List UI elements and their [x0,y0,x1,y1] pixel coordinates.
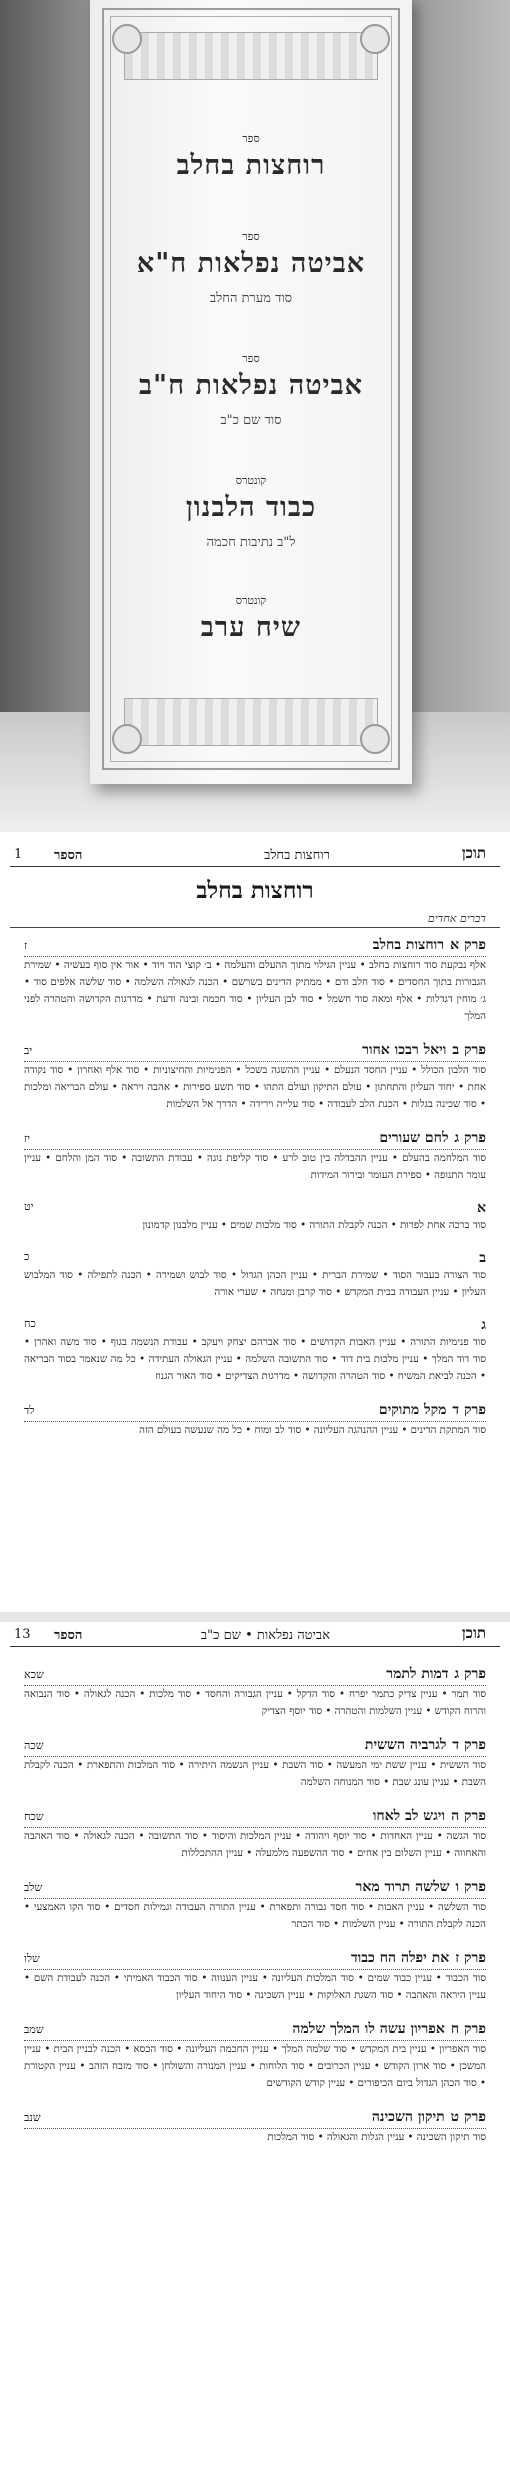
chapter-heading [24,1127,486,1150]
entry-page-number: שכא [24,1668,44,1681]
chapter-name: ויאל רבכו אחור [362,1042,447,1058]
entry-summary: סוד המלחמה בהעלם • עניין ההבדלה בין טוב לרע • סוד קליפת נוגה • עבודת התשובה • סוד המן והלחם • עניין עומר התנופה • ספירת העומר ובירור המידות [24,1153,486,1181]
cover-label: קונטרס [235,474,267,487]
chapter-heading [24,1663,486,1686]
toc-entry [24,1874,486,1945]
entry-summary: סוד המתקת הדינים • עניין ההנהגה העליונה • סוד לב ומוח • כל מה שנעשה בעולם הזה [139,1425,486,1436]
chapter-name: תיקון השכינה [371,2109,445,2125]
chapter-heading [24,1876,486,1899]
header-book-title: רוחצות בחלב [264,848,330,863]
chapter-number: פרק ד [452,1737,486,1753]
entry-page-number: שכח [24,1810,44,1823]
subsection-heading [24,1250,486,1267]
cover-label: קונטרס [235,594,267,607]
toc-entry [24,1125,486,1196]
corner-ornament-icon [112,724,142,754]
chapter-name: ג [481,1317,486,1333]
entry-page-number: לד [24,1404,35,1417]
cover-label: ספר [242,352,260,365]
chapter-number: פרק ג [454,1130,486,1146]
toc-page-2 [10,1622,500,2462]
cover-title: אביטה נפלאות ח"ב [139,370,363,401]
toc-entries [10,932,500,1451]
entry-summary: סוד האפריון • עניין בית המקדש • סוד שלמה המלך • עניין החכמה העליונה • סוד הכסא • הכנה לבניין הבית • עניין המשכן • סוד ארון הקודש • עניין הכרובים • סוד הלוחות • עניין המנורה והשולחן • סוד מזבח הזהב • עניין הקטורת • סוד הכהן הגדול ביום הכיפורים • עניין קודש הקודשים [24,2044,486,2089]
toc-entry [24,1196,486,1246]
header-toc-label: תוכן [461,844,486,862]
entry-page-number: שלב [24,1881,43,1894]
entry-page-number: שמב [24,2023,44,2036]
chapter-number: פרק ט [450,2109,486,2125]
chapter-heading [24,1399,486,1422]
entry-summary: סוד הצורה בעבור הסוד • שמירת הברית • עניין הכהן הגדול • סוד לבוש ושמירה • הכנה לתפילה • סוד המלבוש העליון • עניין העבודה בבית המקדש • סוד קרבן ומנחה • שערי אורה [24,1270,486,1298]
chapter-name: מקל מתוקים [378,1402,447,1418]
corner-ornament-icon [360,24,390,54]
entry-page-number: יט [24,1200,34,1213]
cover-title: כבוד הלבנון [185,492,317,523]
toc-entry [24,1037,486,1125]
chapter-name: א [477,1200,486,1216]
corner-ornament-icon [112,24,142,54]
entry-summary: סוד תיקון השכינה • עניין הגלות והגאולה • סוד המלכות [267,2132,486,2143]
chapter-number: פרק ג [454,1666,486,1682]
cover-subtitle: ל"ב נתיבות חכמה [206,535,296,550]
cover-title: שיח ערב [200,612,302,643]
running-header [10,1622,500,1647]
header-sefer-label: הספר [54,1628,83,1643]
entry-page-number: שכה [24,1739,44,1752]
cover-title: אביטה נפלאות ח"א [136,248,366,279]
chapter-number: פרק ה [451,1808,486,1824]
chapter-number: פרק ז [455,1950,486,1966]
cover-title: רוחצות בחלב [176,150,326,181]
corner-ornament-icon [360,724,390,754]
book-cover-card [90,0,412,784]
toc-entries [10,1661,500,2158]
chapter-heading [24,1805,486,1828]
toc-entry [24,2016,486,2104]
chapter-heading [24,1734,486,1757]
header-toc-label: תוכן [461,1624,486,1642]
chapter-number: פרק א [450,937,486,953]
entry-page-number: יז [24,1132,30,1145]
toc-page-1 [10,842,500,1612]
chapter-name: ויגש לב לאחו [372,1808,446,1824]
entry-page-number: שנב [24,2111,41,2124]
chapter-name: דמות לתמר [386,1666,449,1682]
chapter-name: ב [479,1250,486,1266]
chapter-name: שלשה תרוד מאר [355,1879,450,1895]
toc-entry [24,2104,486,2158]
entry-summary: סוד תמר • עניין צדיק כתמר יפרח • סוד הדקל • עניין הגבורה והחסד • סוד מלכות • הכנה לגאולה • סוד הנבואה והרוח הקודש • עניין השלמות והטהרה • סוד יוסף הצדיק [24,1689,486,1717]
top-ornament [124,32,378,80]
entry-summary: סוד הגשה • עניין האחדות • סוד יוסף ויהודה • עניין המלכות והיסוד • סוד התשובה • הכנה לגאולה • סוד האהבה והאחווה • עניין השלום בין אחים • סוד ההשפעה מלמעלה • עניין ההתכללות [24,1831,486,1859]
entry-summary: סוד השלשה • עניין האבות • סוד חסד גבורה ותפארת • עניין התורה העבודה וגמילות חסדים • סוד הקו האמצעי • הכנה לקבלת התורה • עניין השלמות • סוד הכתר [24,1902,486,1930]
cover-subtitle: סוד מערת החלב [209,291,293,306]
cover-label: ספר [242,230,260,243]
toc-entry [24,1246,486,1313]
chapter-number: פרק ו [455,1879,486,1895]
chapter-name: את יפלה הח כבוד [350,1950,450,1966]
entry-summary: סוד הכבוד • עניין כבוד שמים • סוד המלכות העליונה • עניין הענווה • סוד הכבוד האמיתי • הכנה לעבודת השם • עניין היראה והאהבה • סוד השגת האלוקות • עניין השכינה • סוד היחוד העליון [24,1973,486,2001]
running-header [10,842,500,867]
toc-entry [24,1945,486,2016]
entry-page-number: שלו [24,1952,40,1965]
header-sefer-label: הספר [54,848,83,863]
page-number: 1 [14,847,23,862]
header-book-title: אביטה נפלאות • שם כ"ב [200,1628,330,1643]
entry-summary: סוד הלבון הכולל • עניין החסד הנעלם • עניין ההשגה בשכל • הפנימיות והחיצוניות • סוד אלף ואחרון • סוד נקודה אחת • יחוד העליון והתחתון • עולם התיקון ועולם התהו • סוד תשע ספירות • אהבה ויראה • עולם הבריאה ומלכות • סוד שכינה בגלות • הכנת הלב לעבודה • סוד עלייה וירידה • הדרך אל השלמות [24,1065,486,1110]
toc-entry [24,932,486,1037]
chapter-name: אפריון עשה לו המלך שלמה [292,2021,445,2037]
entry-summary: סוד הששית • עניין ששת ימי המעשה • סוד השבת • עניין הנשמה היתירה • סוד המלכות והתפארת • הכנה לקבלת השבת • עניין עונג שבת • סוד המנוחה השלמה [24,1760,486,1788]
cover-photo [0,0,510,832]
chapter-heading [24,2018,486,2041]
toc-entry [24,1732,486,1803]
subsection-heading [24,1317,486,1334]
subsection-heading [24,1200,486,1217]
chapter-number: פרק ד [452,1402,486,1418]
entry-summary: סוד ברכה אחת לפרות • הכנה לקבלת התורה • סוד מלכות שמים • עניין מלבנון קדמונון [142,1220,486,1231]
chapter-name: לחם שעורים [379,1130,449,1146]
entry-page-number: יב [24,1044,33,1057]
toc-entry [24,1661,486,1732]
toc-entry [24,1397,486,1451]
entry-page-number: כח [24,1317,36,1330]
entry-page-number: ז [24,939,28,952]
entry-summary: סוד פנימיות התורה • עניין האבות הקדושים • סוד אברהם יצחק ויעקב • עבודת הנשמה בגוף • סוד משה ואהרן • סוד דוד המלך • עניין מלכות בית דוד • סוד התשובה השלמה • עניין הגאולה העתידה • כל מה שנאמר בסוד הבריאה • הכנה לביאת המשיח • סוד הטהרה והקדושה • מדרגות הצדיקים • סוד האור הגנוז [24,1337,486,1382]
chapter-heading [24,934,486,957]
chapter-number: פרק ח [450,2021,486,2037]
page-title: רוחצות בחלב [196,877,314,904]
cover-subtitle: סוד שם כ"ב [220,413,282,428]
chapter-heading [24,2106,486,2129]
lead-entry: דברים אחדים [10,910,500,928]
chapter-heading [24,1039,486,1062]
chapter-name: לגרביה הששית [364,1737,447,1753]
chapter-number: פרק ב [452,1042,486,1058]
entry-page-number: כ [24,1250,30,1263]
bottom-ornament [124,698,378,746]
chapter-heading [24,1947,486,1970]
page-number: 13 [14,1627,31,1642]
entry-summary: אלף נבקעת סוד רוחצות בחלב • עניין הגילוי מתוך ההעלם והעלמה • ב׳ קוצי הוד ויוד • אור אין סוף בעשיה • שמירת הגבורות בתוך החסדים • סוד חלב ודם • ממתיק הדינים בשרשם • הכנה לגאולה השלמה • סוד שלשה אלפים סוד • ג׳ מוחין דגדלות • אלף ומאה סוד חשמל • סוד לבן העליון • סוד חכמה ובינה ודעת • מדרגות הקדושה והטהרה לפני המלך [24,960,486,1022]
toc-entry [24,1313,486,1397]
cover-label: ספר [242,132,260,145]
toc-entry [24,1803,486,1874]
chapter-name: רוחצות בחלב [372,937,445,953]
page-divider [0,1612,510,1622]
